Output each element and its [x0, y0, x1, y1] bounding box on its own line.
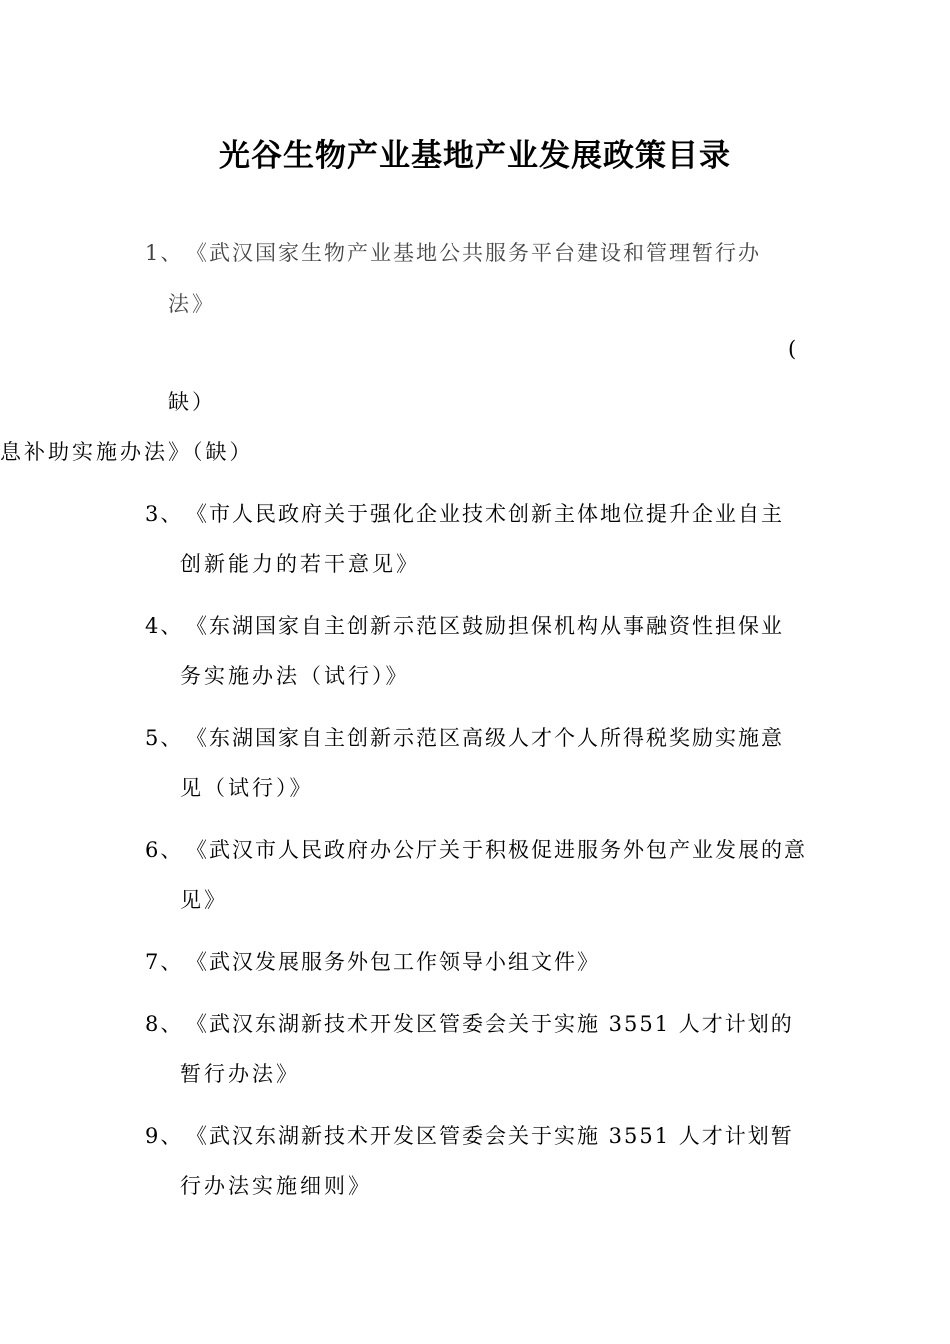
item-text: 《武汉市人民政府办公厅关于积极促进服务外包产业发展的意 — [186, 838, 807, 862]
list-item-1-cont: 法》 — [168, 292, 216, 316]
page-title: 光谷生物产业基地产业发展政策目录 — [219, 138, 731, 174]
item-text: 《武汉东湖新技术开发区管委会关于实施 3551 人才计划的 — [186, 1012, 794, 1036]
item-text: 《武汉东湖新技术开发区管委会关于实施 3551 人才计划暂 — [186, 1124, 794, 1148]
item-number: 9、 — [145, 1124, 184, 1148]
item-text: 《市人民政府关于强化企业技术创新主体地位提升企业自主 — [186, 502, 784, 526]
item-text: 《武汉国家生物产业基地公共服务平台建设和管理暂行办 — [186, 241, 761, 265]
list-item-3-cont: 创新能力的若干意见》 — [180, 552, 420, 576]
item-number: 7、 — [145, 950, 184, 974]
list-item-5-cont: 见（试行）》 — [180, 776, 314, 800]
item-text: 《武汉发展服务外包工作领导小组文件》 — [186, 950, 600, 974]
item-number: 4、 — [145, 614, 184, 638]
item-number: 3、 — [145, 502, 184, 526]
list-item-4-cont: 务实施办法（试行）》 — [180, 664, 410, 688]
list-item-8-cont: 暂行办法》 — [180, 1062, 300, 1086]
item-number: 1、 — [145, 241, 184, 265]
list-item-6-cont: 见》 — [180, 888, 228, 912]
list-item-9-cont: 行办法实施细则》 — [180, 1174, 372, 1198]
item-text: 《东湖国家自主创新示范区鼓励担保机构从事融资性担保业 — [186, 614, 784, 638]
item-text: 《东湖国家自主创新示范区高级人才个人所得税奖励实施意 — [186, 726, 784, 750]
fragment-text: 缺） — [168, 390, 216, 414]
item-number: 8、 — [145, 1012, 184, 1036]
paren-fragment: ( — [788, 337, 800, 361]
item-number: 6、 — [145, 838, 184, 862]
clipped-item-text: 息补助实施办法》（缺） — [0, 440, 254, 464]
item-number: 5、 — [145, 726, 184, 750]
